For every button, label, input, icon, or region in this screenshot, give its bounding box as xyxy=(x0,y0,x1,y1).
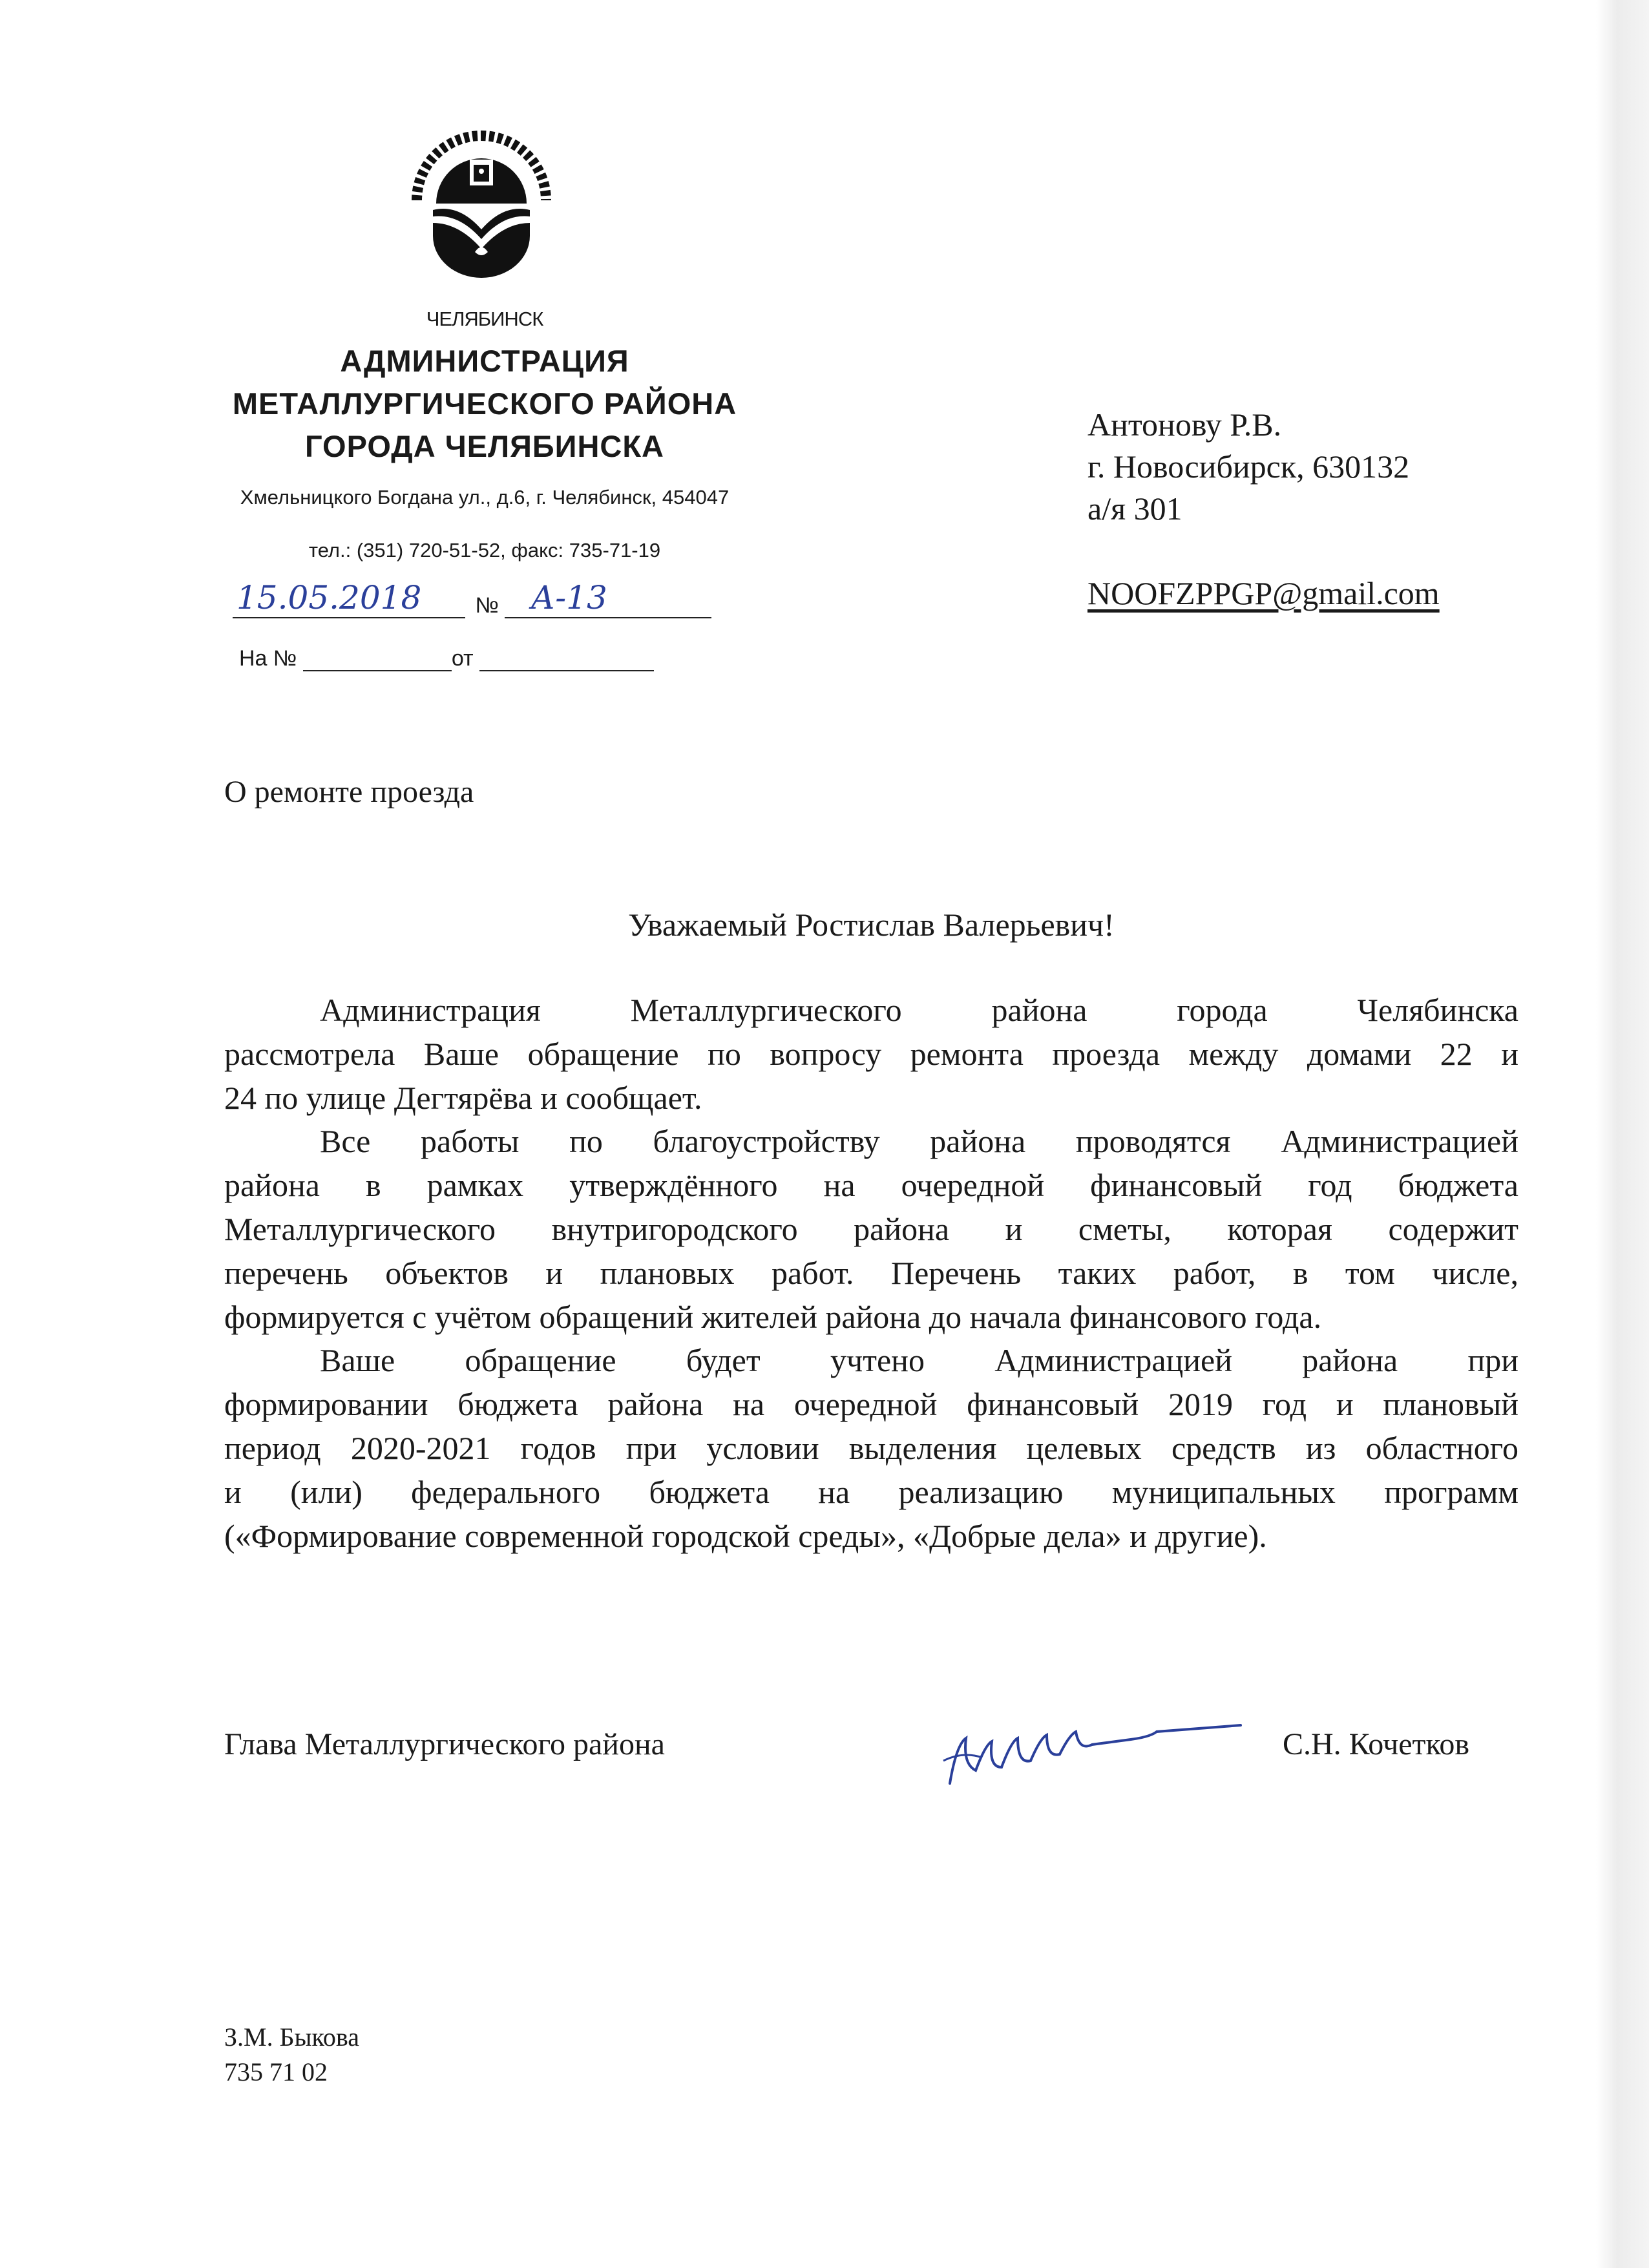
body-line: района в рамках утверждённого на очередной финансовый год бюджета xyxy=(224,1167,1518,1204)
executor-phone: 735 71 02 xyxy=(224,2057,328,2086)
body-line: Ваше обращение будет учтено Администрацией района при xyxy=(320,1342,1518,1379)
org-line: МЕТАЛЛУРГИЧЕСКОГО РАЙОНА xyxy=(232,386,737,421)
body-line: рассмотрела Ваше обращение по вопросу ремонта проезда между домами 22 и xyxy=(224,1035,1518,1072)
executor-block xyxy=(224,2020,359,2090)
scan-edge xyxy=(1596,0,1649,2268)
recipient-email[interactable]: NOOFZPPGP@gmail.com xyxy=(1087,575,1440,611)
outgoing-registration xyxy=(233,579,711,618)
body-line: («Формирование современной городской среды», «Добрые дела» и другие). xyxy=(224,1517,1267,1554)
executor-name: З.М. Быкова xyxy=(224,2022,359,2052)
letterhead-organization xyxy=(194,340,775,468)
recipient-po-box: а/я 301 xyxy=(1087,490,1182,527)
signer-name: С.Н. Кочетков xyxy=(1283,1727,1470,1761)
letter-subject: О ремонте проезда xyxy=(224,775,474,809)
number-sign: № xyxy=(475,593,499,618)
handwritten-date: 15.05.2018 xyxy=(236,579,422,616)
letterhead-phones: тел.: (351) 720-51-52, факс: 735-71-19 xyxy=(308,539,661,562)
body-line: период 2020-2021 годов при условии выделения целевых средств из областного xyxy=(224,1429,1518,1466)
body-line: и (или) федерального бюджета на реализацию муниципальных программ xyxy=(224,1473,1518,1510)
handwritten-number: А-13 xyxy=(530,579,607,616)
reply-date-field xyxy=(479,647,654,671)
district-emblem-logo xyxy=(397,120,565,278)
body-line: Все работы по благоустройству района проводятся Администрацией xyxy=(320,1123,1518,1160)
handwritten-signature xyxy=(937,1706,1247,1796)
body-line: Администрация Металлургического района города Челябинска xyxy=(320,992,1518,1028)
letter-body xyxy=(224,989,1518,1558)
reply-number-field xyxy=(303,647,452,671)
letterhead-city: ЧЕЛЯБИНСК xyxy=(426,308,543,330)
letterhead-address: Хмельницкого Богдана ул., д.6, г. Челябинск, 454047 xyxy=(240,486,730,509)
reply-label: На № xyxy=(239,646,297,671)
number-field xyxy=(505,579,711,618)
recipient-name: Антонову Р.В. xyxy=(1087,406,1282,443)
reply-registration xyxy=(239,646,654,671)
date-field xyxy=(233,579,465,618)
recipient-block xyxy=(1087,404,1409,530)
body-line: перечень объектов и плановых работ. Перечень таких работ, в том числе, xyxy=(224,1254,1518,1291)
body-line: формируется с учётом обращений жителей района до начала финансового года. xyxy=(224,1298,1322,1335)
body-line: формировании бюджета района на очередной финансовый 2019 год и плановый xyxy=(224,1386,1518,1423)
recipient-city: г. Новосибирск, 630132 xyxy=(1087,448,1410,485)
org-line: ГОРОДА ЧЕЛЯБИНСКА xyxy=(305,429,664,463)
body-line: Металлургического внутригородского района и сметы, которая содержит xyxy=(224,1210,1518,1247)
signer-position: Глава Металлургического района xyxy=(224,1727,665,1761)
from-label: от xyxy=(451,646,474,671)
greeting: Уважаемый Ростислав Валерьевич! xyxy=(628,907,1115,943)
body-line: 24 по улице Дегтярёва и сообщает. xyxy=(224,1079,702,1116)
org-line: АДМИНИСТРАЦИЯ xyxy=(340,344,629,378)
